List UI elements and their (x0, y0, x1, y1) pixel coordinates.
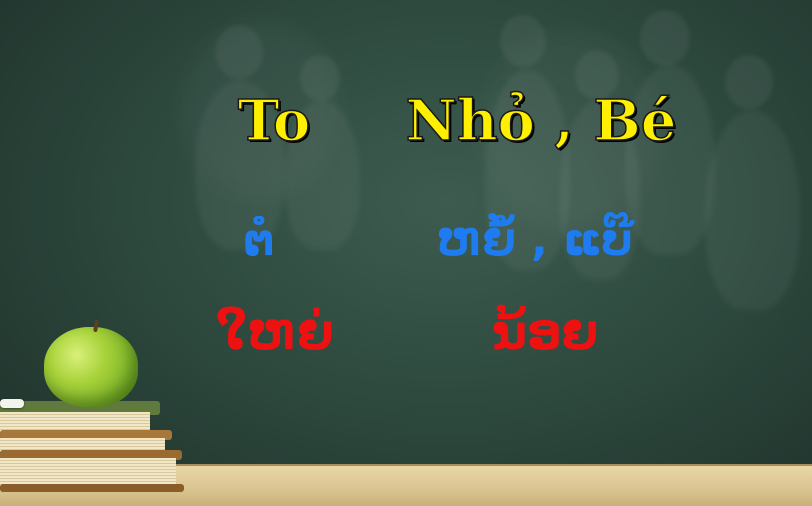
chalk-piece (0, 399, 24, 408)
background-figure-head (500, 15, 546, 67)
lao-word-big-1: ຕໍ (243, 215, 275, 266)
book-bottom-pages (0, 458, 176, 486)
background-figure-body (705, 110, 800, 310)
background-figure-head (640, 10, 690, 66)
lao-word-small-2: ນ້ອຍ (491, 305, 599, 361)
vietnamese-word-small: Nhỏ , Bé (405, 88, 677, 154)
background-figure-head (215, 25, 263, 79)
vietnamese-word-big: To (237, 88, 311, 154)
book-bottom-base (0, 484, 184, 492)
book-top-pages (0, 412, 150, 432)
lao-word-big-2: ໃຫຍ່ (216, 305, 334, 361)
background-figure-head (725, 55, 773, 109)
green-apple (44, 327, 138, 407)
lao-word-small-1: ຫຍໍ້ , ແບ໊ (436, 215, 634, 266)
